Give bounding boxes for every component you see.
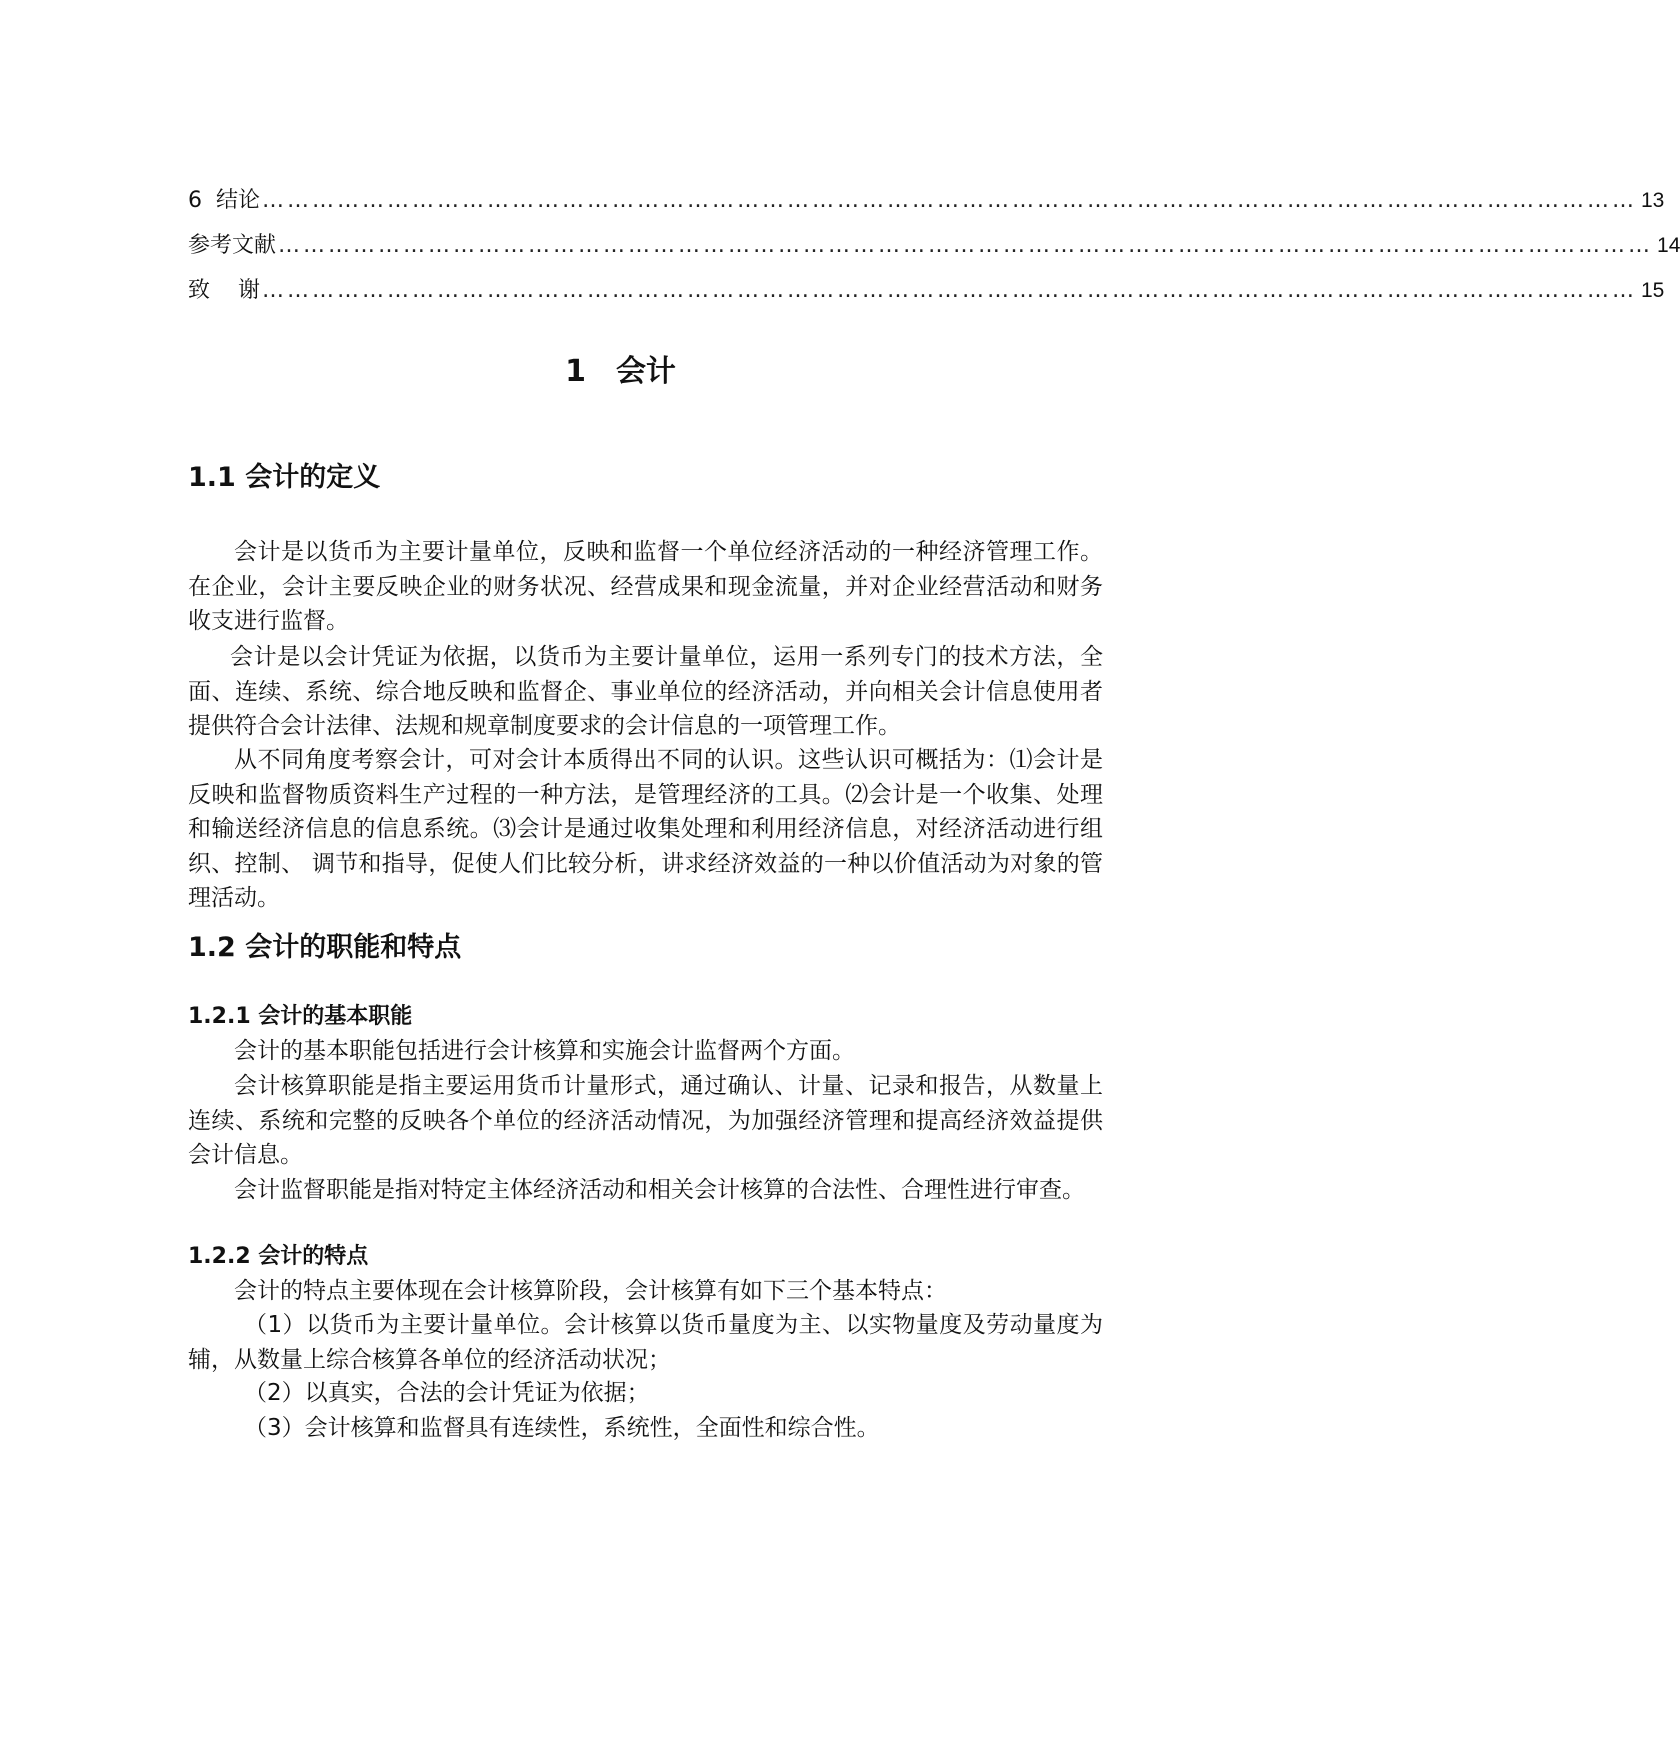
body-paragraph: 会计核算职能是指主要运用货币计量形式，通过确认、计量、记录和报告，从数量上连续、系统和完整的反映各个单位的经济活动情况，为加强经济管理和提高经济效益提供会计信息。 — [188, 1073, 1103, 1168]
toc-entry-label: 参考文献 — [188, 233, 277, 258]
body-paragraph: 会计的特点主要体现在会计核算阶段，会计核算有如下三个基本特点： — [234, 1278, 947, 1304]
toc-entry[interactable] — [188, 223, 1680, 268]
chapter-name: 会计 — [615, 354, 676, 389]
toc-entry-page: 15 — [1640, 279, 1665, 302]
body-paragraph: 会计监督职能是指对特定主体经济活动和相关会计核算的合法性、合理性进行审查。 — [234, 1177, 1085, 1203]
list-item: （2）以真实，合法的会计凭证为依据； — [244, 1380, 650, 1406]
chapter-title — [0, 350, 1241, 394]
list-item: （1）以货币为主要计量单位。会计核算以货币量度为主、以实物量度及劳动量度为辅，从数量上综合核算各单位的经济活动状况； — [188, 1312, 1103, 1373]
body-paragraph: 从不同角度考察会计，可对会计本质得出不同的认识。这些认识可概括为：⑴会计是反映和监督物质资料生产过程的一种方法，是管理经济的工具。⑵会计是一个收集、处理和输送经济信息的信息系统。⑶会计是通过收集处理和利用经济信息，对经济活动进行组织、控制、 调节和指导，促使人们比较分析，讲求经济效益的一种以价值活动为对象的管理活动。 — [188, 747, 1103, 911]
toc-entry-page: 14 — [1657, 234, 1680, 257]
body-paragraph: 会计是以货币为主要计量单位，反映和监督一个单位经济活动的一种经济管理工作。在企业，会计主要反映企业的财务状况、经营成果和现金流量，并对企业经营活动和财务收支进行监督。 — [188, 539, 1103, 634]
toc-leader-dots: ………………………………………………………………………………………………………………………………………………… — [278, 233, 1654, 258]
toc-entry-label: 6 结论 — [188, 188, 260, 213]
toc-entry-page: 13 — [1640, 189, 1665, 212]
chapter-number: 1 — [565, 354, 586, 389]
section-heading: 1.2 会计的职能和特点 — [188, 932, 462, 963]
toc-entry[interactable] — [188, 268, 1665, 313]
section-heading: 1.1 会计的定义 — [188, 462, 381, 493]
toc-entry-label: 致 谢 — [188, 278, 260, 303]
table-of-contents — [188, 178, 1680, 313]
body-paragraph: 会计的基本职能包括进行会计核算和实施会计监督两个方面。 — [234, 1038, 855, 1064]
toc-leader-dots: ………………………………………………………………………………………………………………………………………………… — [261, 278, 1637, 303]
toc-leader-dots: ………………………………………………………………………………………………………………………………………………… — [261, 188, 1637, 213]
body-paragraph: 会计是以会计凭证为依据，以货币为主要计量单位，运用一系列专门的技术方法，全面、连续、系统、综合地反映和监督企、事业单位的经济活动，并向相关会计信息使用者提供符合会计法律、法规和规章制度要求的会计信息的一项管理工作。 — [188, 644, 1103, 739]
subsection-heading: 1.2.2 会计的特点 — [188, 1244, 369, 1269]
toc-entry[interactable] — [188, 178, 1665, 223]
subsection-heading: 1.2.1 会计的基本职能 — [188, 1004, 413, 1029]
list-item: （3）会计核算和监督具有连续性，系统性，全面性和综合性。 — [244, 1415, 880, 1441]
